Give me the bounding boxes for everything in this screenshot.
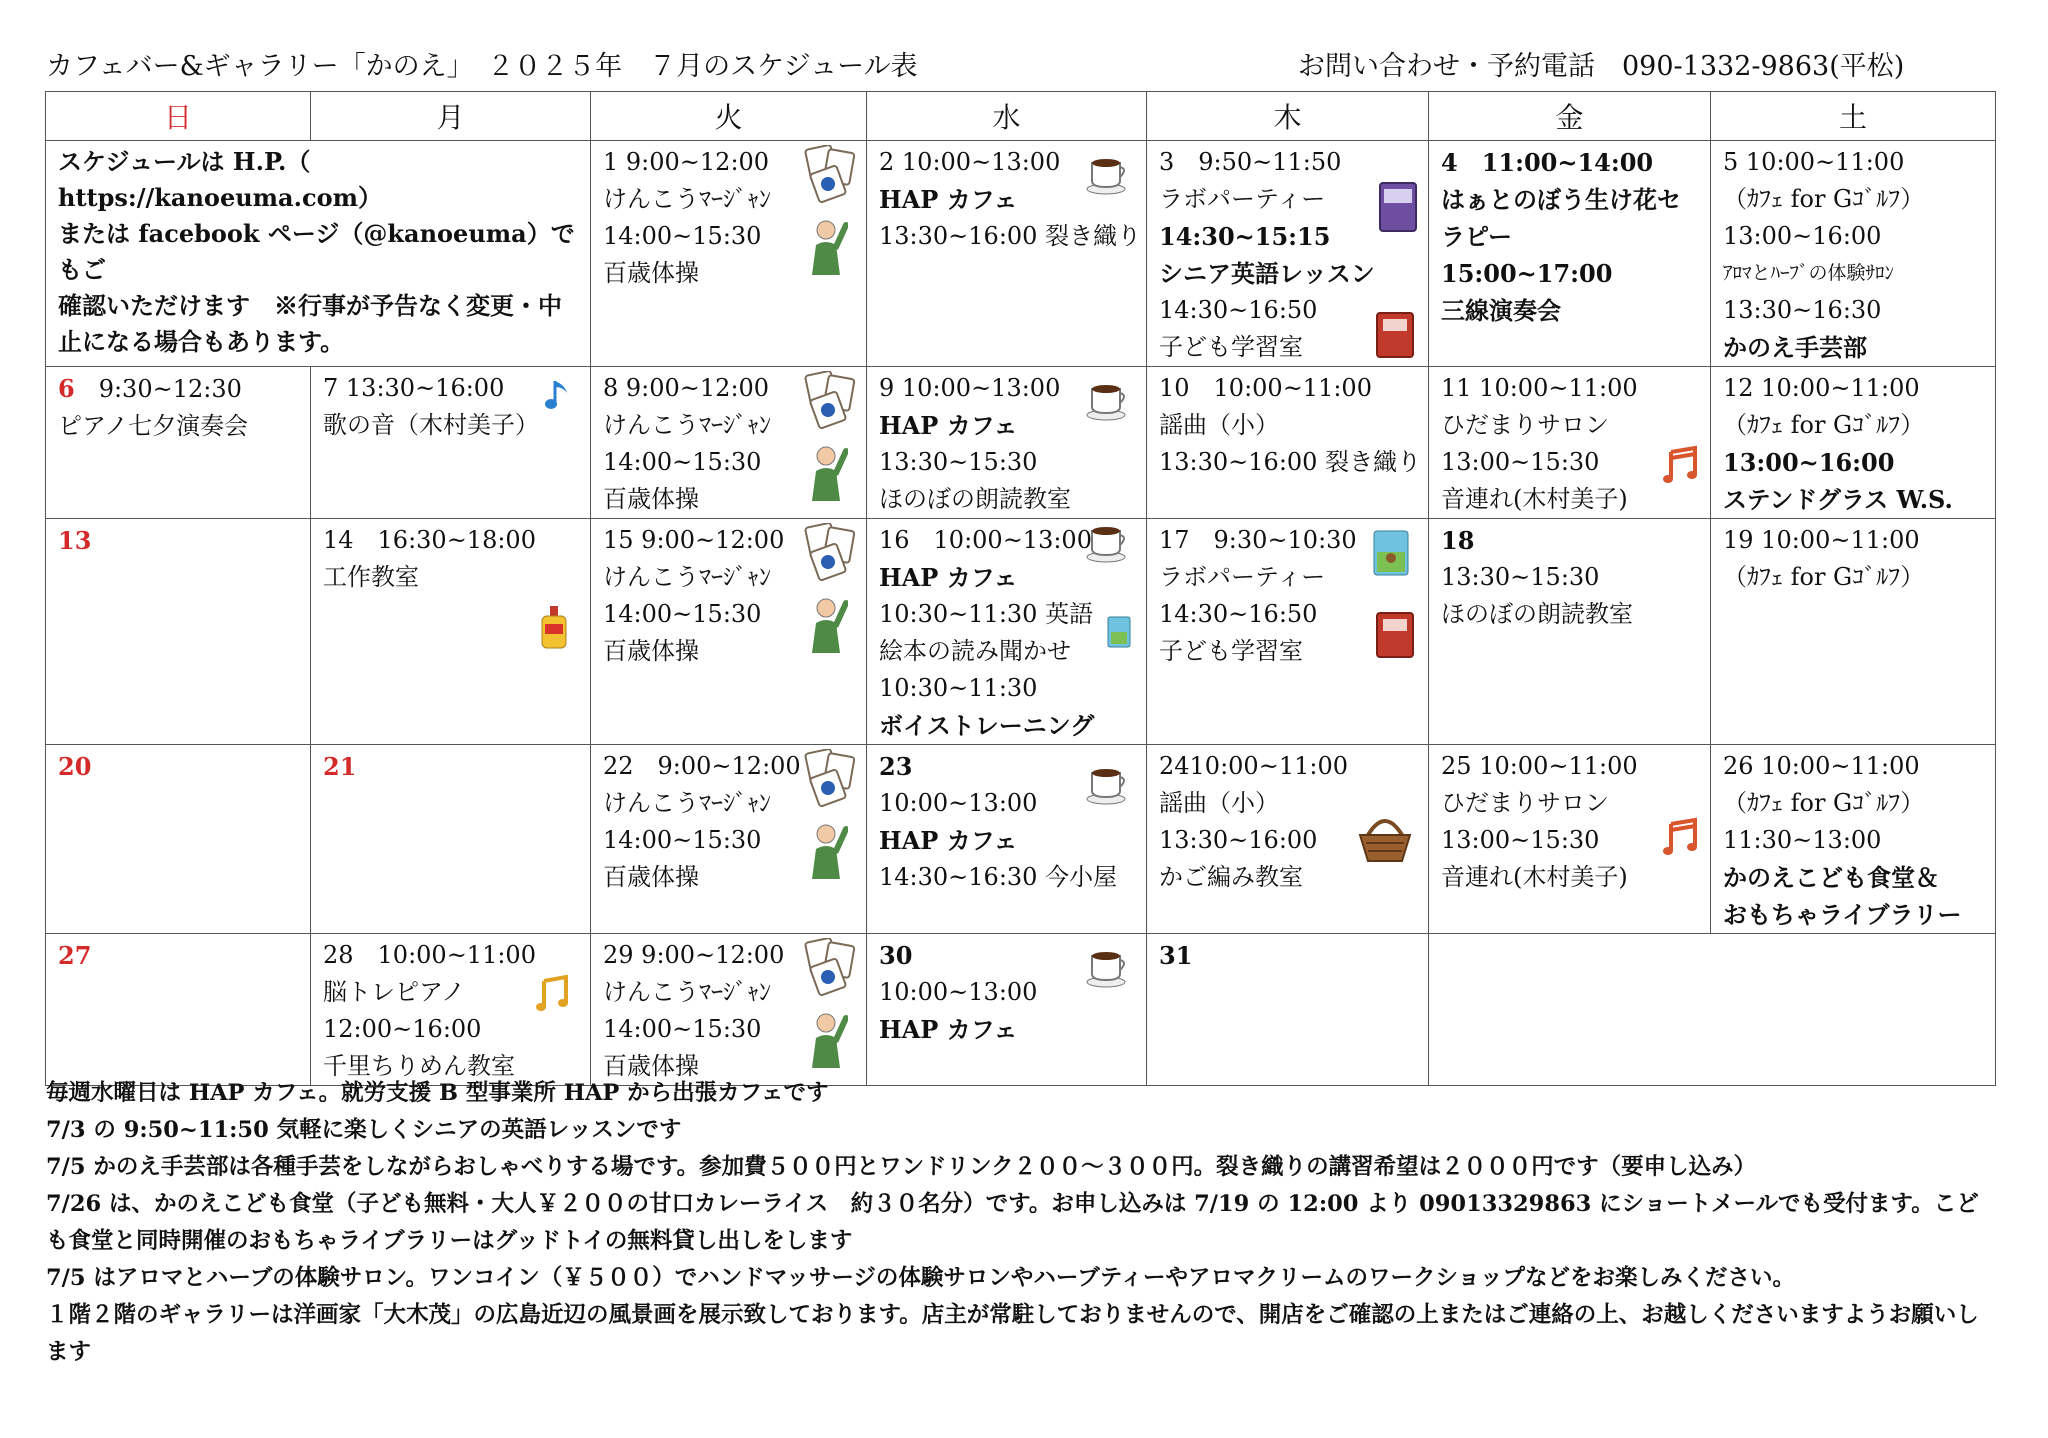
event-line: けんこうﾏｰｼﾞｬﾝ [603, 185, 771, 213]
day-cell-27 [46, 934, 311, 1086]
info-line: 確認いただけます ※行事が予告なく変更・中 [58, 291, 562, 320]
day-cell-7 [311, 367, 591, 519]
event-line: 14 16:30~18:00 [323, 526, 536, 554]
day-number: 30 [879, 941, 913, 970]
event-line: ラボパーティー [1159, 185, 1326, 213]
music-note-icon [1662, 443, 1702, 487]
event-line: 14:30~16:50 [1159, 296, 1318, 324]
week-row-1 [46, 141, 1996, 367]
day-number: 27 [58, 941, 92, 970]
kids-book-icon [1372, 529, 1410, 577]
coffee-cup-icon [1086, 381, 1130, 421]
day-cell-10 [1147, 367, 1429, 519]
event-line: 11:30~13:00 [1723, 826, 1882, 854]
event-line: 19 10:00~11:00 [1723, 526, 1920, 554]
day-cell-31 [1147, 934, 1429, 1086]
mahjong-tiles-icon [804, 371, 858, 429]
day-cell-14 [311, 519, 591, 745]
coffee-cup-icon [1086, 155, 1130, 195]
event-line: 子ども学習室 [1159, 333, 1303, 361]
exercise-person-icon [806, 597, 848, 653]
day-cell-6 [46, 367, 311, 519]
note-line: 毎週水曜日は HAP カフェ。就労支援 B 型事業所 HAP から出張カフェです [46, 1080, 829, 1106]
event-line: 9:30~12:30 [74, 375, 242, 403]
music-note-icon [540, 375, 576, 415]
event-line: 脳トレピアノ [323, 978, 466, 1006]
weekday-wed: 水 [867, 92, 1147, 141]
day-cell-19 [1711, 519, 1996, 745]
glue-bottle-icon [538, 603, 570, 651]
event-line: けんこうﾏｰｼﾞｬﾝ [603, 411, 771, 439]
kokugo-book-icon [1372, 609, 1418, 661]
event-line: 謡曲（小） [1159, 411, 1279, 439]
event-line: 14:00~15:30 [603, 448, 762, 476]
day-cell-29 [591, 934, 867, 1086]
week-row-4 [46, 745, 1996, 934]
day-cell-17 [1147, 519, 1429, 745]
event-line: けんこうﾏｰｼﾞｬﾝ [603, 789, 771, 817]
event-line: （ｶﾌｪ for Gｺﾞﾙﾌ） [1723, 789, 1925, 817]
day-number: 13 [58, 526, 92, 555]
event-line: 13:00~16:00 [1723, 222, 1882, 250]
note-line: 7/3 の 9:50~11:50 気軽に楽しくシニアの英語レッスンです [46, 1117, 682, 1143]
weekday-tue: 火 [591, 92, 867, 141]
day-cell-13 [46, 519, 311, 745]
exercise-person-icon [806, 823, 848, 879]
day-number: 18 [1441, 526, 1475, 555]
weekday-fri: 金 [1429, 92, 1711, 141]
event-line: 10:00~13:00 [879, 789, 1038, 817]
event-line: 13:30~15:30 [879, 448, 1038, 476]
event-line: 13:30~16:00 裂き織り [1159, 448, 1422, 476]
event-line: 千里ちりめん教室 [323, 1052, 515, 1080]
event-line: 14:30~16:30 今小屋 [879, 863, 1118, 891]
weekday-sat: 土 [1711, 92, 1996, 141]
event-line: 音連れ(木村美子) [1441, 485, 1628, 513]
event-line: ほのぼの朗読教室 [879, 485, 1071, 513]
event-line: 14:00~15:30 [603, 600, 762, 628]
event-line: 28 10:00~11:00 [323, 941, 536, 969]
day-cell-30 [867, 934, 1147, 1086]
event-line: （ｶﾌｪ for Gｺﾞﾙﾌ） [1723, 563, 1925, 591]
event-line: 百歳体操 [603, 1052, 699, 1080]
mahjong-tiles-icon [804, 749, 858, 807]
event-line: おもちゃライブラリー [1723, 900, 1962, 929]
event-line: ひだまりサロン [1441, 411, 1609, 439]
event-line: ほのぼの朗読教室 [1441, 600, 1633, 628]
event-line: 13:30~16:00 [1159, 826, 1318, 854]
event-line: 14:30~16:50 [1159, 600, 1318, 628]
event-line: 10:00~13:00 [879, 978, 1038, 1006]
note-line: 7/5 はアロマとハーブの体験サロン。ワンコイン（￥５００）でハンドマッサージの体験サロンやハーブティーやアロマクリームのワークショップなどをお楽しみください。 [46, 1265, 1796, 1291]
music-note-icon [1662, 815, 1702, 859]
day-cell-2 [867, 141, 1147, 367]
event-line: ラボパーティー [1159, 563, 1326, 591]
weekday-header-row [46, 92, 1996, 141]
weekday-thu: 木 [1147, 92, 1429, 141]
event-line: HAP カフェ [879, 563, 1018, 592]
day-cell-5 [1711, 141, 1996, 367]
day-number: 20 [58, 752, 92, 781]
event-line: かのえこども食堂＆ [1723, 863, 1939, 892]
mahjong-tiles-icon [804, 938, 858, 996]
event-line: （ｶﾌｪ for Gｺﾞﾙﾌ） [1723, 411, 1925, 439]
event-line: 謡曲（小） [1159, 789, 1279, 817]
day-cell-3 [1147, 141, 1429, 367]
event-line: 8 9:00~12:00 [603, 374, 770, 402]
event-line: 1 9:00~12:00 [603, 148, 770, 176]
day-cell-23 [867, 745, 1147, 934]
event-line: ラピー [1441, 222, 1513, 251]
event-line: 2 10:00~13:00 [879, 148, 1061, 176]
event-line: 22 9:00~12:00 [603, 752, 801, 780]
event-line: 15:00~17:00 [1441, 259, 1613, 288]
day-cell-20 [46, 745, 311, 934]
day-cell-22 [591, 745, 867, 934]
music-note-icon [536, 974, 572, 1014]
event-line: けんこうﾏｰｼﾞｬﾝ [603, 978, 771, 1006]
event-line: ボイストレーニング [879, 711, 1095, 740]
event-line: かご編み教室 [1159, 863, 1303, 891]
day-cell-28 [311, 934, 591, 1086]
event-line: 13:00~15:30 [1441, 448, 1600, 476]
event-line: けんこうﾏｰｼﾞｬﾝ [603, 563, 771, 591]
schedule-title: カフェバー&ギャラリー「かのえ」 ２０２５年 ７月のスケジュール表 [46, 51, 918, 82]
event-line: 16 10:00~13:00 [879, 526, 1092, 554]
event-line: 11 10:00~11:00 [1441, 374, 1638, 402]
event-line: 10 10:00~11:00 [1159, 374, 1372, 402]
event-line: 7 13:30~16:00 [323, 374, 505, 402]
event-line: 歌の音（木村美子） [323, 411, 539, 439]
weekday-mon: 月 [311, 92, 591, 141]
event-line: 三線演奏会 [1441, 296, 1561, 325]
kids-book-icon [1106, 615, 1132, 649]
event-line: 10:30~11:30 英語 [879, 600, 1094, 628]
info-line: または facebook ページ（@kanoeuma）でもご [58, 219, 575, 284]
day-cell-16 [867, 519, 1147, 745]
event-line: 4 11:00~14:00 [1441, 148, 1654, 177]
coffee-cup-icon [1086, 948, 1130, 988]
event-line: 10:30~11:30 [879, 674, 1038, 702]
event-line: 13:30~16:00 裂き織り [879, 222, 1142, 250]
exercise-person-icon [806, 1012, 848, 1068]
event-line: ｱﾛﾏとﾊｰﾌﾞの体験ｻﾛﾝ [1723, 262, 1895, 284]
day-cell-11 [1429, 367, 1711, 519]
info-line: スケジュールは H.P.（ https://kanoeuma.com） [58, 147, 382, 212]
event-line: 子ども学習室 [1159, 637, 1303, 665]
event-line: ひだまりサロン [1441, 789, 1609, 817]
day-cell-1 [591, 141, 867, 367]
event-line: かのえ手芸部 [1723, 333, 1867, 362]
event-line: 12:00~16:00 [323, 1015, 482, 1043]
exercise-person-icon [806, 445, 848, 501]
event-line: 15 9:00~12:00 [603, 526, 785, 554]
event-line: 14:30~15:15 [1159, 222, 1331, 251]
coffee-cup-icon [1086, 523, 1130, 563]
coffee-cup-icon [1086, 765, 1130, 805]
event-line: 百歳体操 [603, 259, 699, 287]
day-number: 31 [1159, 941, 1193, 970]
event-line: 12 10:00~11:00 [1723, 374, 1920, 402]
event-line: （ｶﾌｪ for Gｺﾞﾙﾌ） [1723, 185, 1925, 213]
note-line: 7/5 かのえ手芸部は各種手芸をしながらおしゃべりする場です。参加費５００円とワンドリンク２００～３００円。裂き織りの講習希望は２０００円です（要申し込み） [46, 1154, 1757, 1180]
day-number: 6 [58, 374, 75, 403]
week-row-3 [46, 519, 1996, 745]
day-cell-8 [591, 367, 867, 519]
day-cell-15 [591, 519, 867, 745]
day-cell-21 [311, 745, 591, 934]
event-line: 14:00~15:30 [603, 826, 762, 854]
event-line: ピアノ七夕演奏会 [58, 412, 249, 440]
event-line: はぁとのぼう生け花セ [1441, 185, 1681, 214]
basket-icon [1356, 811, 1414, 863]
english-book-icon [1378, 181, 1418, 233]
event-line: 29 9:00~12:00 [603, 941, 785, 969]
info-line: 止になる場合もあります。 [58, 327, 345, 356]
day-cell-26 [1711, 745, 1996, 934]
day-cell-9 [867, 367, 1147, 519]
note-line: １階２階のギャラリーは洋画家「大木茂」の広島近辺の風景画を展示致しております。店主が常駐しておりませんので、開店をご確認の上またはご連絡の上、お越しくださいますようお願いします [46, 1302, 1979, 1365]
event-line: 13:30~16:30 [1723, 296, 1882, 324]
event-line: 9 10:00~13:00 [879, 374, 1061, 402]
day-cell-24 [1147, 745, 1429, 934]
notes-section [46, 1075, 1996, 1371]
event-line: HAP カフェ [879, 826, 1018, 855]
day-cell-18 [1429, 519, 1711, 745]
event-line: 26 10:00~11:00 [1723, 752, 1920, 780]
event-line: 音連れ(木村美子) [1441, 863, 1628, 891]
calendar-table [45, 91, 1996, 1086]
contact-phone: お問い合わせ・予約電話 090-1332-9863(平松) [1298, 51, 1905, 82]
mahjong-tiles-icon [804, 145, 858, 203]
event-line: 5 10:00~11:00 [1723, 148, 1905, 176]
event-line: 14:00~15:30 [603, 222, 762, 250]
event-line: 百歳体操 [603, 485, 699, 513]
event-line: シニア英語レッスン [1159, 259, 1375, 288]
mahjong-tiles-icon [804, 523, 858, 581]
empty-cell [1429, 934, 1996, 1086]
event-line: 工作教室 [323, 563, 419, 591]
event-line: HAP カフェ [879, 411, 1018, 440]
week-row-2 [46, 367, 1996, 519]
day-number: 23 [879, 752, 913, 781]
event-line: 17 9:30~10:30 [1159, 526, 1357, 554]
event-line: HAP カフェ [879, 185, 1018, 214]
day-number: 21 [323, 752, 357, 781]
info-cell [46, 141, 591, 367]
event-line: 14:00~15:30 [603, 1015, 762, 1043]
event-line: 百歳体操 [603, 863, 699, 891]
weekday-sun: 日 [46, 92, 311, 141]
event-line: 13:00~16:00 [1723, 448, 1895, 477]
event-line: 2410:00~11:00 [1159, 752, 1348, 780]
event-line: HAP カフェ [879, 1015, 1018, 1044]
event-line: 百歳体操 [603, 637, 699, 665]
day-cell-12 [1711, 367, 1996, 519]
event-line: 25 10:00~11:00 [1441, 752, 1638, 780]
note-line: 7/26 は、かのえこども食堂（子ども無料・大人￥２００の甘口カレーライス 約３０名分）です。お申し込みは 7/19 の 12:00 より 09013329863 にショートメールでも受付ます。こども食堂と同時開催のおもちゃライブラリーはグッドトイの無料貸し出しをします [46, 1191, 1979, 1254]
exercise-person-icon [806, 219, 848, 275]
day-cell-4 [1429, 141, 1711, 367]
event-line: 3 9:50~11:50 [1159, 148, 1342, 176]
event-line: 絵本の読み聞かせ [879, 637, 1071, 665]
week-row-5 [46, 934, 1996, 1086]
event-line: ステンドグラス W.S. [1723, 485, 1953, 514]
event-line: 13:30~15:30 [1441, 563, 1600, 591]
kokugo-book-icon [1372, 309, 1418, 361]
day-cell-25 [1429, 745, 1711, 934]
event-line: 13:00~15:30 [1441, 826, 1600, 854]
